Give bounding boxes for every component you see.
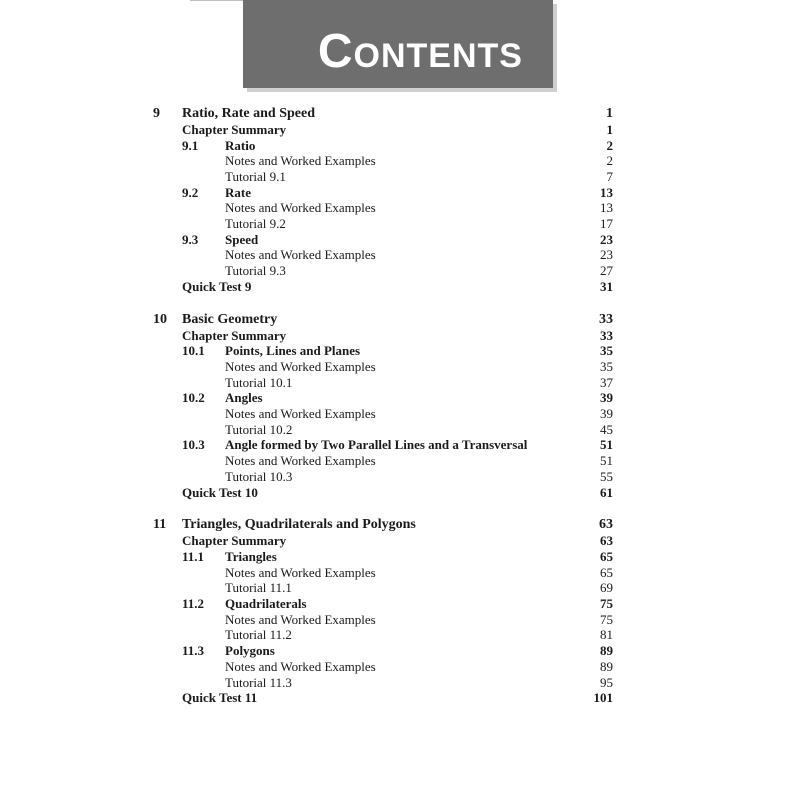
page-number: 65 <box>600 565 613 580</box>
page-number: 7 <box>606 169 613 184</box>
toc-entry <box>0 453 800 469</box>
chapter-number: 9 <box>153 106 160 121</box>
entry-title: Tutorial 11.2 <box>225 627 292 642</box>
page-number: 35 <box>600 359 613 374</box>
toc-entry <box>0 312 800 328</box>
section-number: 10.2 <box>182 390 205 405</box>
entry-title: Notes and Worked Examples <box>225 406 376 421</box>
toc-entry <box>0 485 800 501</box>
toc-entry <box>0 517 800 533</box>
entry-title: Notes and Worked Examples <box>225 565 376 580</box>
toc-entry <box>0 359 800 375</box>
page-number: 17 <box>600 216 613 231</box>
entry-title: Notes and Worked Examples <box>225 612 376 627</box>
page-number: 35 <box>600 343 613 358</box>
page-number: 33 <box>600 328 613 343</box>
section-title: Quadrilaterals <box>225 596 307 611</box>
toc-entry <box>0 580 800 596</box>
toc-entry <box>0 169 800 185</box>
toc-entry <box>0 343 800 359</box>
toc-entry <box>0 533 800 549</box>
page-number: 39 <box>600 406 613 421</box>
toc-entry <box>0 675 800 691</box>
chapter-title: Triangles, Quadrilaterals and Polygons <box>182 517 416 532</box>
section-title: Angles <box>225 390 263 405</box>
entry-title: Quick Test 10 <box>182 485 258 500</box>
toc-entry <box>0 279 800 295</box>
section-number: 10.3 <box>182 437 205 452</box>
section-number: 9.1 <box>182 138 199 153</box>
entry-title: Tutorial 10.3 <box>225 469 293 484</box>
page-number: 89 <box>600 643 613 658</box>
entry-title: Tutorial 10.1 <box>225 375 293 390</box>
page-number: 61 <box>600 485 613 500</box>
page-number: 2 <box>606 138 613 153</box>
toc-entry <box>0 406 800 422</box>
entry-title: Notes and Worked Examples <box>225 200 376 215</box>
toc-entry <box>0 216 800 232</box>
section-number: 9.3 <box>182 232 199 247</box>
page-number: 13 <box>600 200 613 215</box>
toc-entry <box>0 328 800 344</box>
section-title: Ratio <box>225 138 256 153</box>
page-number: 63 <box>600 533 613 548</box>
page-number: 33 <box>599 312 613 327</box>
page-number: 1 <box>606 122 613 137</box>
toc-entry <box>0 138 800 154</box>
page-number: 39 <box>600 390 613 405</box>
section-number: 11.2 <box>182 596 205 611</box>
section-number: 11.1 <box>182 549 205 564</box>
page-number: 63 <box>599 517 613 532</box>
section-title: Polygons <box>225 643 275 658</box>
section-number: 10.1 <box>182 343 205 358</box>
entry-title: Notes and Worked Examples <box>225 359 376 374</box>
page-number: 23 <box>600 247 613 262</box>
toc-entry <box>0 247 800 263</box>
entry-title: Notes and Worked Examples <box>225 153 376 168</box>
toc-entry <box>0 200 800 216</box>
entry-title: Notes and Worked Examples <box>225 453 376 468</box>
section-title: Triangles <box>225 549 277 564</box>
page-number: 95 <box>600 675 613 690</box>
entry-title: Notes and Worked Examples <box>225 659 376 674</box>
page-number: 31 <box>600 279 613 294</box>
toc-entry <box>0 232 800 248</box>
page-number: 2 <box>606 153 613 168</box>
section-title: Angle formed by Two Parallel Lines and a Transversal <box>225 437 528 452</box>
entry-title: Chapter Summary <box>182 328 287 343</box>
toc-entry <box>0 596 800 612</box>
page-number: 75 <box>600 596 613 611</box>
section-title: Rate <box>225 185 251 200</box>
section-number: 9.2 <box>182 185 199 200</box>
page-number: 55 <box>600 469 613 484</box>
chapter-title: Ratio, Rate and Speed <box>182 106 316 121</box>
page-number: 51 <box>600 453 613 468</box>
entry-title: Quick Test 11 <box>182 690 258 705</box>
entry-title: Tutorial 10.2 <box>225 422 293 437</box>
page-number: 37 <box>600 375 613 390</box>
entry-title: Tutorial 9.2 <box>225 216 286 231</box>
chapter-title: Basic Geometry <box>182 312 278 327</box>
page-number: 1 <box>606 106 613 121</box>
toc-entry <box>0 690 800 706</box>
entry-title: Tutorial 11.3 <box>225 675 292 690</box>
page-number: 45 <box>600 422 613 437</box>
page-number: 69 <box>600 580 613 595</box>
entry-title: Quick Test 9 <box>182 279 252 294</box>
toc-entry <box>0 549 800 565</box>
chapter-number: 10 <box>153 312 167 327</box>
entry-title: Tutorial 11.1 <box>225 580 292 595</box>
page-number: 65 <box>600 549 613 564</box>
section-number: 11.3 <box>182 643 205 658</box>
entry-title: Chapter Summary <box>182 122 287 137</box>
entry-title: Notes and Worked Examples <box>225 247 376 262</box>
toc-entry <box>0 153 800 169</box>
entry-title: Tutorial 9.3 <box>225 263 286 278</box>
page-title: Contents <box>317 25 523 78</box>
toc-entry <box>0 469 800 485</box>
toc-entry <box>0 643 800 659</box>
entry-title: Tutorial 9.1 <box>225 169 286 184</box>
page-number: 51 <box>600 437 613 452</box>
page-number: 81 <box>600 627 613 642</box>
page-number: 89 <box>600 659 613 674</box>
page-number: 101 <box>593 690 613 705</box>
page-number: 13 <box>600 185 613 200</box>
toc-entry <box>0 422 800 438</box>
toc-entry <box>0 390 800 406</box>
toc-entry <box>0 263 800 279</box>
entry-title: Chapter Summary <box>182 533 287 548</box>
page-number: 27 <box>600 263 613 278</box>
toc-entry <box>0 375 800 391</box>
page-number: 23 <box>600 232 613 247</box>
toc-entry <box>0 185 800 201</box>
toc-entry <box>0 122 800 138</box>
chapter-number: 11 <box>153 517 167 532</box>
toc-entry <box>0 437 800 453</box>
section-title: Speed <box>225 232 259 247</box>
toc-entry <box>0 627 800 643</box>
toc-entry <box>0 612 800 628</box>
toc-entry <box>0 659 800 675</box>
page-number: 75 <box>600 612 613 627</box>
section-title: Points, Lines and Planes <box>225 343 361 358</box>
toc-entry <box>0 565 800 581</box>
toc-entry <box>0 106 800 122</box>
